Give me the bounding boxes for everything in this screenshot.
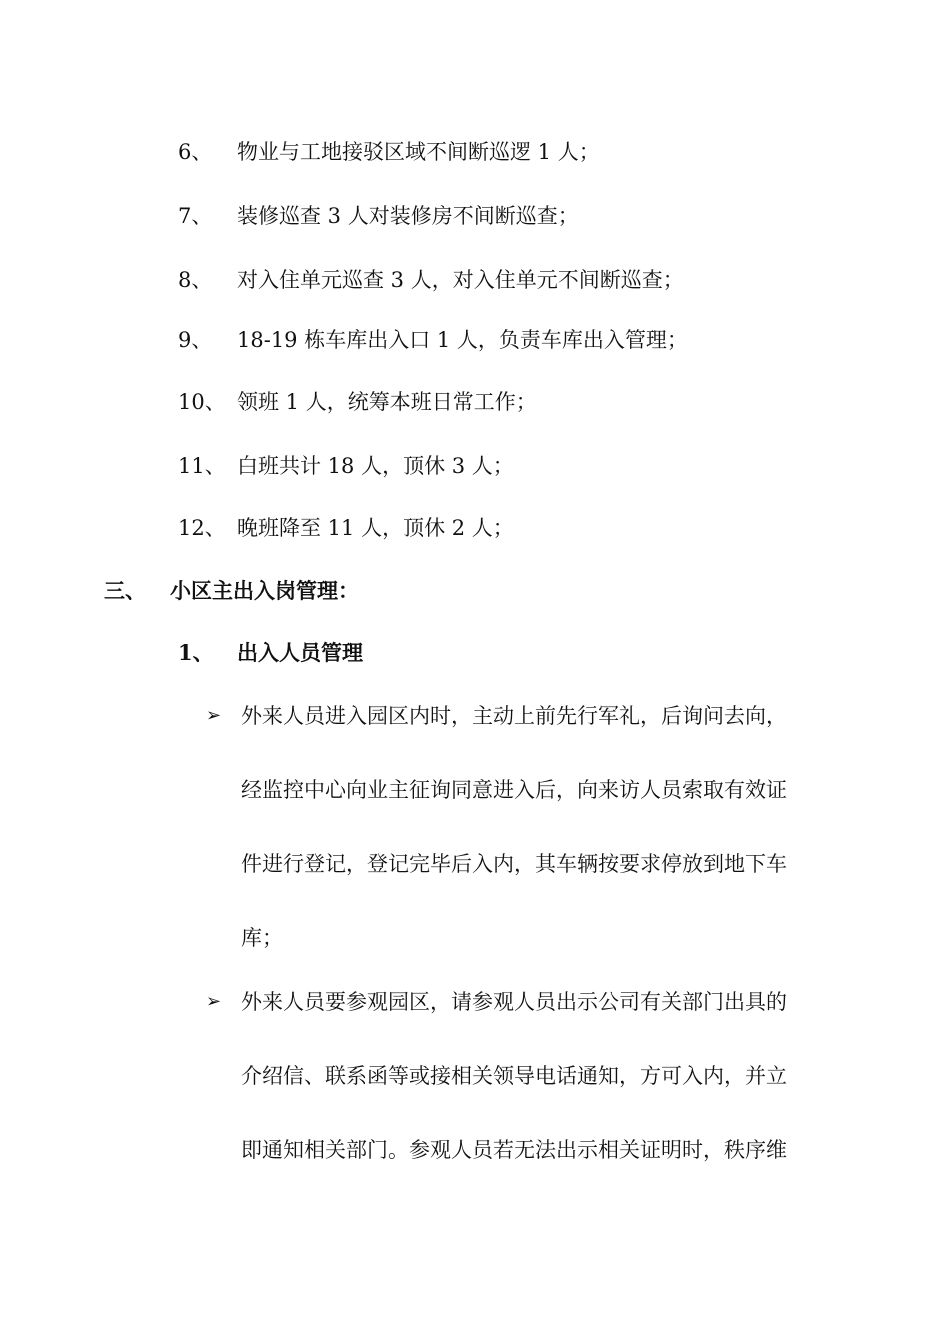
bullet-arrow-icon: ➢ xyxy=(206,705,222,726)
item-number: 11、 xyxy=(178,454,226,478)
item-text: 18-19 栋车库出入口 1 人，负责车库出入管理； xyxy=(237,328,688,352)
subsection-number: 1、 xyxy=(178,640,214,665)
paragraph-line: 件进行登记，登记完毕后入内，其车辆按要求停放到地下车 xyxy=(241,852,787,876)
subsection-title: 出入人员管理 xyxy=(237,640,363,665)
item-number: 7、 xyxy=(178,204,213,228)
item-text: 晚班降至 11 人，顶休 2 人； xyxy=(237,516,514,540)
bullet-arrow-icon: ➢ xyxy=(206,991,222,1012)
item-number: 6、 xyxy=(178,140,213,164)
item-number: 9、 xyxy=(178,328,213,352)
section-number: 三、 xyxy=(104,578,146,603)
item-number: 10、 xyxy=(178,390,226,414)
item-text: 白班共计 18 人，顶休 3 人； xyxy=(237,454,514,478)
paragraph-line: 库； xyxy=(241,926,283,950)
item-text: 装修巡查 3 人对装修房不间断巡查； xyxy=(237,204,579,228)
item-text: 领班 1 人，统筹本班日常工作； xyxy=(237,390,537,414)
section-title: 小区主出入岗管理： xyxy=(170,578,359,603)
paragraph-line: 即通知相关部门。参观人员若无法出示相关证明时，秩序维 xyxy=(241,1138,787,1162)
paragraph-line: 经监控中心向业主征询同意进入后，向来访人员索取有效证 xyxy=(241,778,787,802)
paragraph-line: 介绍信、联系函等或接相关领导电话通知，方可入内，并立 xyxy=(241,1064,787,1088)
item-number: 8、 xyxy=(178,268,213,292)
paragraph-line: 外来人员要参观园区，请参观人员出示公司有关部门出具的 xyxy=(241,990,787,1014)
paragraph-line: 外来人员进入园区内时，主动上前先行军礼，后询问去向， xyxy=(241,704,787,728)
item-text: 物业与工地接驳区域不间断巡逻 1 人； xyxy=(237,140,600,164)
item-number: 12、 xyxy=(178,516,226,540)
item-text: 对入住单元巡查 3 人，对入住单元不间断巡查； xyxy=(237,268,684,292)
